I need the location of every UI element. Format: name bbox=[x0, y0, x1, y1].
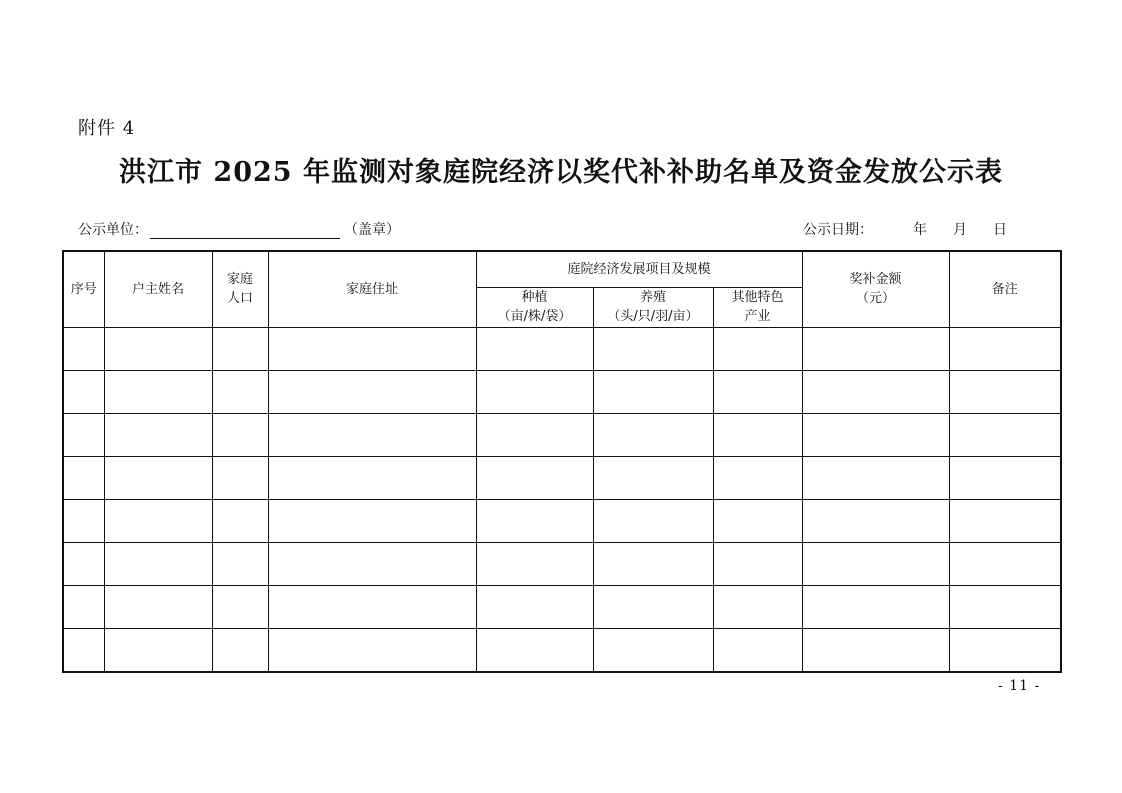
header-note: 备注 bbox=[949, 251, 1061, 327]
table-cell bbox=[63, 370, 104, 413]
header-other-industry: 其他特色 产业 bbox=[713, 287, 802, 327]
subsidy-table bbox=[62, 250, 1062, 673]
table-row bbox=[63, 327, 1061, 370]
table-cell bbox=[949, 327, 1061, 370]
table-cell bbox=[268, 628, 476, 672]
table-cell bbox=[104, 456, 212, 499]
table-cell bbox=[268, 413, 476, 456]
table-cell bbox=[476, 370, 593, 413]
table-cell bbox=[63, 542, 104, 585]
table-cell bbox=[212, 456, 268, 499]
table-cell bbox=[104, 327, 212, 370]
table-cell bbox=[104, 370, 212, 413]
table-cell bbox=[713, 456, 802, 499]
table-cell bbox=[476, 585, 593, 628]
table-cell bbox=[212, 499, 268, 542]
seal-label: （盖章） bbox=[344, 222, 400, 238]
table-cell bbox=[476, 327, 593, 370]
table-cell bbox=[802, 542, 949, 585]
header-project-group: 庭院经济发展项目及规模 bbox=[476, 251, 802, 287]
table-cell bbox=[63, 585, 104, 628]
table-cell bbox=[476, 456, 593, 499]
table-cell bbox=[593, 542, 713, 585]
table-cell bbox=[713, 499, 802, 542]
table-cell bbox=[268, 542, 476, 585]
date-day: 日 bbox=[993, 222, 1007, 238]
table-cell bbox=[212, 542, 268, 585]
table-cell bbox=[593, 413, 713, 456]
table-cell bbox=[949, 370, 1061, 413]
table-cell bbox=[212, 370, 268, 413]
table-cell bbox=[63, 456, 104, 499]
table-cell bbox=[212, 628, 268, 672]
publish-date-line bbox=[803, 219, 1007, 239]
table-cell bbox=[802, 628, 949, 672]
table-row bbox=[63, 456, 1061, 499]
table-cell bbox=[63, 413, 104, 456]
table-cell bbox=[268, 456, 476, 499]
table-cell bbox=[104, 413, 212, 456]
table-cell bbox=[802, 585, 949, 628]
table-cell bbox=[593, 499, 713, 542]
table-cell bbox=[268, 585, 476, 628]
table-cell bbox=[104, 628, 212, 672]
table-cell bbox=[268, 327, 476, 370]
publish-unit-line bbox=[78, 219, 400, 239]
table-row bbox=[63, 370, 1061, 413]
table-cell bbox=[713, 413, 802, 456]
publish-date-label: 公示日期： bbox=[803, 222, 873, 238]
date-month: 月 bbox=[953, 222, 967, 238]
table-cell bbox=[802, 413, 949, 456]
table-cell bbox=[713, 585, 802, 628]
table-cell bbox=[476, 499, 593, 542]
table-cell bbox=[476, 413, 593, 456]
page-number: - 11 - bbox=[998, 678, 1041, 694]
table-cell bbox=[268, 499, 476, 542]
table-cell bbox=[212, 585, 268, 628]
table-cell bbox=[713, 628, 802, 672]
table-cell bbox=[949, 499, 1061, 542]
table-row bbox=[63, 585, 1061, 628]
table-cell bbox=[104, 585, 212, 628]
table-cell bbox=[949, 456, 1061, 499]
table-cell bbox=[476, 628, 593, 672]
table-cell bbox=[713, 327, 802, 370]
table-cell bbox=[593, 370, 713, 413]
date-year: 年 bbox=[913, 222, 927, 238]
table-cell bbox=[949, 413, 1061, 456]
table-cell bbox=[63, 628, 104, 672]
table-cell bbox=[713, 542, 802, 585]
attachment-label: 附件 4 bbox=[78, 118, 136, 139]
header-amount: 奖补金额 （元） bbox=[802, 251, 949, 327]
table-cell bbox=[802, 499, 949, 542]
header-breeding: 养殖 （头/只/羽/亩） bbox=[593, 287, 713, 327]
table-cell bbox=[63, 499, 104, 542]
header-household-size: 家庭 人口 bbox=[212, 251, 268, 327]
table-row bbox=[63, 542, 1061, 585]
table-cell bbox=[802, 327, 949, 370]
table-cell bbox=[949, 628, 1061, 672]
table-cell bbox=[593, 327, 713, 370]
table-cell bbox=[212, 327, 268, 370]
table-cell bbox=[802, 456, 949, 499]
header-householder-name: 户主姓名 bbox=[104, 251, 212, 327]
table-cell bbox=[104, 542, 212, 585]
table-row bbox=[63, 499, 1061, 542]
document-title: 洪江市 2025 年监测对象庭院经济以奖代补补助名单及资金发放公示表 bbox=[119, 157, 1003, 188]
table-row bbox=[63, 413, 1061, 456]
table-cell bbox=[949, 585, 1061, 628]
table-cell bbox=[593, 628, 713, 672]
publish-unit-label: 公示单位： bbox=[78, 222, 148, 238]
header-index: 序号 bbox=[63, 251, 104, 327]
table-cell bbox=[802, 370, 949, 413]
header-address: 家庭住址 bbox=[268, 251, 476, 327]
table-cell bbox=[212, 413, 268, 456]
table-cell bbox=[104, 499, 212, 542]
table-cell bbox=[476, 542, 593, 585]
table-cell bbox=[593, 585, 713, 628]
table-cell bbox=[949, 542, 1061, 585]
table-cell bbox=[593, 456, 713, 499]
table-cell bbox=[268, 370, 476, 413]
publish-unit-blank bbox=[150, 222, 340, 239]
table-row bbox=[63, 628, 1061, 672]
table-cell bbox=[713, 370, 802, 413]
table-body bbox=[63, 327, 1061, 672]
header-planting: 种植 （亩/株/袋） bbox=[476, 287, 593, 327]
table-cell bbox=[63, 327, 104, 370]
